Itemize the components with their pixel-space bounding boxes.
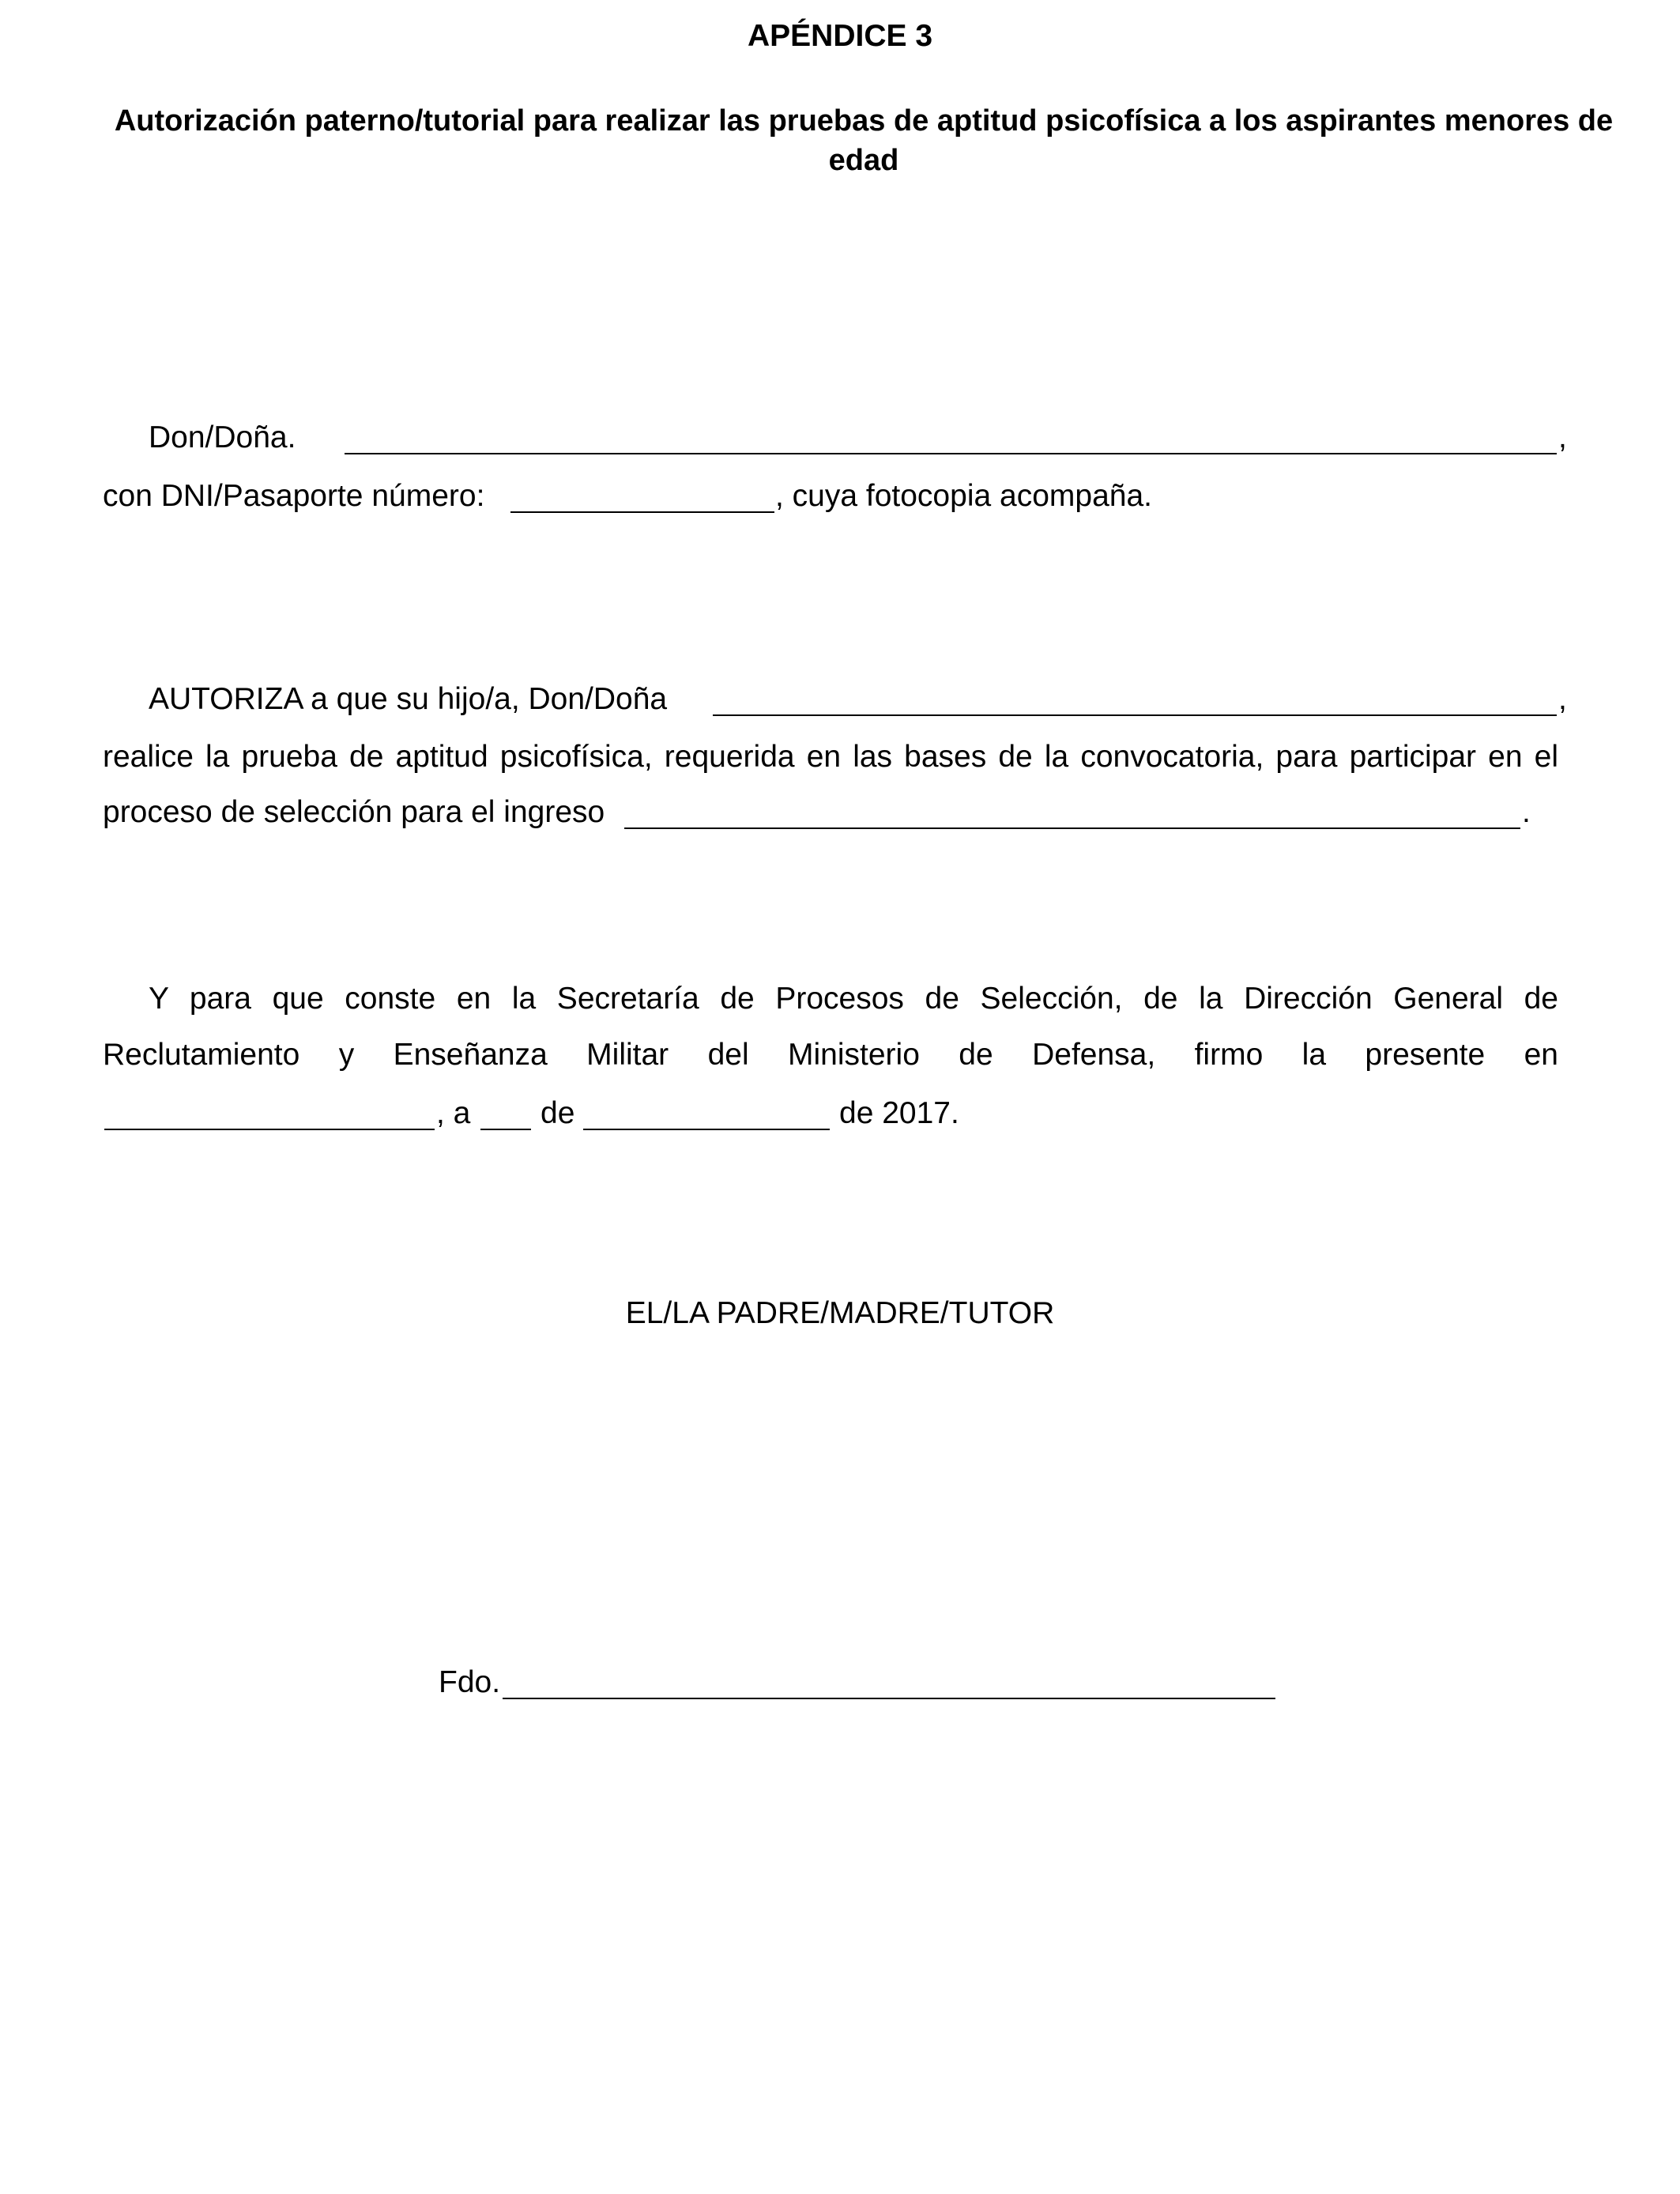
place-tail: , a <box>436 1096 471 1130</box>
year-tail: de 2017. <box>839 1096 959 1130</box>
day-field[interactable] <box>480 1129 531 1130</box>
parent-id-tail: , cuya fotocopia acompaña. <box>775 479 1152 513</box>
parent-id-field[interactable] <box>510 511 774 513</box>
document-subtitle: Autorización paterno/tutorial para realizar las pruebas de aptitud psicofísica a los aspirantes menores de edad <box>114 104 1614 177</box>
child-name-field[interactable] <box>713 714 1557 716</box>
closing-line-2: Reclutamiento y Enseñanza Militar del Ministerio de Defensa, firmo la presente en <box>103 1038 1558 1072</box>
child-name-comma: , <box>1558 682 1567 716</box>
selection-process-period: . <box>1522 795 1531 829</box>
month-field[interactable] <box>583 1129 830 1130</box>
parent-name-label: Don/Doña. <box>149 420 296 454</box>
selection-process-field[interactable] <box>624 827 1520 829</box>
signatory-title: EL/LA PADRE/MADRE/TUTOR <box>625 1296 1055 1330</box>
signature-field[interactable] <box>503 1698 1275 1699</box>
parent-name-comma: , <box>1558 420 1567 454</box>
parent-id-label: con DNI/Pasaporte número: <box>103 479 485 513</box>
selection-process-label: proceso de selección para el ingreso <box>103 795 605 829</box>
place-field[interactable] <box>104 1129 435 1130</box>
authorization-body-line: realice la prueba de aptitud psicofísica, requerida en las bases de la convocatoria, para participar en el <box>103 740 1558 774</box>
signature-label: Fdo. <box>439 1665 501 1699</box>
day-tail: de <box>541 1096 575 1130</box>
parent-name-field[interactable] <box>345 453 1557 454</box>
appendix-title: APÉNDICE 3 <box>747 19 933 53</box>
closing-line-1: Y para que conste en la Secretaría de Procesos de Selección, de la Dirección General de <box>149 982 1558 1016</box>
child-name-label: AUTORIZA a que su hijo/a, Don/Doña <box>149 682 668 716</box>
